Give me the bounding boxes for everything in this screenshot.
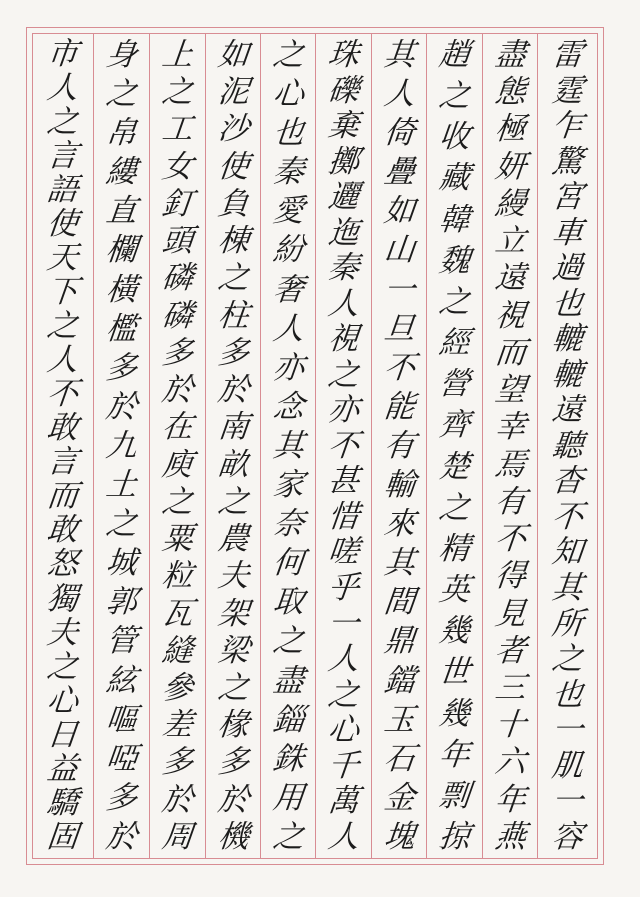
glyph: 下 xyxy=(45,274,79,311)
glyph: 之 xyxy=(326,356,360,393)
glyph: 之 xyxy=(45,104,79,141)
glyph: 轆 xyxy=(550,356,584,393)
glyph: 磷 xyxy=(160,297,194,334)
glyph: 人 xyxy=(45,70,79,107)
glyph: 之 xyxy=(216,260,250,297)
glyph: 紛 xyxy=(271,232,305,269)
glyph: 十 xyxy=(493,707,527,744)
glyph: 營 xyxy=(437,366,471,403)
glyph: 世 xyxy=(437,654,471,691)
glyph: 一 xyxy=(550,783,584,820)
glyph: 六 xyxy=(493,744,527,781)
glyph: 之 xyxy=(271,623,305,660)
glyph: 身 xyxy=(104,37,138,73)
glyph: 參 xyxy=(160,669,194,706)
glyph: 天 xyxy=(45,240,79,277)
glyph: 石 xyxy=(382,740,416,777)
glyph: 焉 xyxy=(493,446,527,483)
glyph: 之 xyxy=(437,283,471,320)
glyph: 霆 xyxy=(550,72,584,109)
glyph: 間 xyxy=(382,584,416,621)
text-column xyxy=(545,38,589,854)
glyph: 多 xyxy=(160,334,194,371)
glyph: 千 xyxy=(326,747,360,784)
glyph: 金 xyxy=(382,779,416,816)
glyph: 人 xyxy=(45,342,79,379)
glyph: 驕 xyxy=(45,784,79,821)
glyph: 其 xyxy=(550,569,584,606)
glyph: 之 xyxy=(550,641,584,678)
glyph: 惜 xyxy=(326,498,360,535)
glyph: 負 xyxy=(216,185,250,222)
glyph: 也 xyxy=(550,285,584,322)
glyph: 遠 xyxy=(550,392,584,429)
column-divider xyxy=(482,33,483,859)
glyph: 掠 xyxy=(437,818,471,855)
glyph: 藏 xyxy=(437,160,471,197)
glyph: 韓 xyxy=(437,201,471,238)
glyph: 言 xyxy=(45,444,79,481)
glyph: 架 xyxy=(216,595,250,632)
glyph: 人 xyxy=(326,641,360,678)
glyph: 之 xyxy=(104,76,138,113)
glyph: 幾 xyxy=(437,695,471,732)
glyph: 秦 xyxy=(271,154,305,191)
column-divider xyxy=(537,33,538,859)
glyph: 年 xyxy=(437,736,471,773)
glyph: 於 xyxy=(216,781,250,818)
glyph: 萬 xyxy=(326,783,360,820)
text-column xyxy=(40,38,84,854)
glyph: 不 xyxy=(326,427,360,464)
glyph: 心 xyxy=(326,712,360,749)
glyph: 其 xyxy=(382,37,416,73)
glyph: 人 xyxy=(326,285,360,322)
glyph: 其 xyxy=(271,427,305,464)
glyph: 啞 xyxy=(104,740,138,777)
glyph: 多 xyxy=(216,334,250,371)
glyph: 上 xyxy=(160,37,194,73)
glyph: 於 xyxy=(216,372,250,409)
glyph: 見 xyxy=(493,595,527,632)
text-column xyxy=(99,38,143,854)
glyph: 絃 xyxy=(104,662,138,699)
glyph: 取 xyxy=(271,584,305,621)
text-column xyxy=(377,38,421,854)
glyph: 城 xyxy=(104,545,138,582)
glyph: 楚 xyxy=(437,448,471,485)
glyph: 敢 xyxy=(45,512,79,549)
glyph: 益 xyxy=(45,750,79,787)
glyph: 之 xyxy=(437,78,471,115)
glyph: 容 xyxy=(550,818,584,855)
glyph: 驚 xyxy=(550,143,584,180)
glyph: 有 xyxy=(382,427,416,464)
glyph: 橫 xyxy=(104,271,138,308)
glyph: 使 xyxy=(216,148,250,185)
glyph: 迤 xyxy=(326,214,360,251)
glyph: 多 xyxy=(104,779,138,816)
glyph: 柱 xyxy=(216,297,250,334)
glyph: 棟 xyxy=(216,223,250,260)
glyph: 泥 xyxy=(216,74,250,111)
text-column xyxy=(211,38,255,854)
glyph: 九 xyxy=(104,427,138,464)
glyph: 礫 xyxy=(326,72,360,109)
column-divider xyxy=(315,33,316,859)
glyph: 妍 xyxy=(493,148,527,185)
glyph: 之 xyxy=(45,648,79,685)
glyph: 嘔 xyxy=(104,701,138,738)
column-divider xyxy=(149,33,150,859)
glyph: 固 xyxy=(45,818,79,855)
glyph: 銖 xyxy=(271,740,305,777)
glyph: 檻 xyxy=(104,310,138,347)
glyph: 家 xyxy=(271,467,305,504)
glyph: 愛 xyxy=(271,193,305,230)
glyph: 珠 xyxy=(326,37,360,73)
glyph: 幾 xyxy=(437,613,471,650)
glyph: 郭 xyxy=(104,584,138,621)
glyph: 庾 xyxy=(160,446,194,483)
glyph: 經 xyxy=(437,325,471,362)
glyph: 多 xyxy=(104,349,138,386)
glyph: 者 xyxy=(493,632,527,669)
glyph: 何 xyxy=(271,545,305,582)
glyph: 山 xyxy=(382,232,416,269)
glyph: 於 xyxy=(104,818,138,855)
glyph: 過 xyxy=(550,250,584,287)
glyph: 椽 xyxy=(216,707,250,744)
glyph: 心 xyxy=(271,76,305,113)
glyph: 擲 xyxy=(326,143,360,180)
glyph: 粒 xyxy=(160,558,194,595)
glyph: 不 xyxy=(45,376,79,413)
glyph: 周 xyxy=(160,818,194,855)
glyph: 乎 xyxy=(326,569,360,606)
glyph: 瓦 xyxy=(160,595,194,632)
text-column xyxy=(432,38,476,854)
glyph: 亦 xyxy=(326,392,360,429)
glyph: 於 xyxy=(104,388,138,425)
glyph: 人 xyxy=(326,818,360,855)
glyph: 南 xyxy=(216,409,250,446)
text-column xyxy=(321,38,365,854)
glyph: 之 xyxy=(271,818,305,855)
glyph: 言 xyxy=(45,138,79,175)
glyph: 杳 xyxy=(550,463,584,500)
glyph: 念 xyxy=(271,388,305,425)
glyph: 肌 xyxy=(550,747,584,784)
glyph: 直 xyxy=(104,193,138,230)
glyph: 縷 xyxy=(104,154,138,191)
glyph: 雷 xyxy=(550,37,584,73)
glyph: 農 xyxy=(216,521,250,558)
glyph: 望 xyxy=(493,372,527,409)
glyph: 盡 xyxy=(493,37,527,73)
glyph: 玉 xyxy=(382,701,416,738)
glyph: 語 xyxy=(45,172,79,209)
glyph: 剽 xyxy=(437,777,471,814)
glyph: 三 xyxy=(493,669,527,706)
glyph: 怒 xyxy=(45,546,79,583)
glyph: 倚 xyxy=(382,115,416,152)
glyph: 女 xyxy=(160,148,194,185)
glyph: 視 xyxy=(326,321,360,358)
glyph: 釘 xyxy=(160,185,194,222)
glyph: 在 xyxy=(160,409,194,446)
glyph: 燕 xyxy=(493,818,527,855)
glyph: 不 xyxy=(382,349,416,386)
glyph: 畝 xyxy=(216,446,250,483)
glyph: 之 xyxy=(104,506,138,543)
glyph: 知 xyxy=(550,534,584,571)
glyph: 土 xyxy=(104,467,138,504)
column-divider xyxy=(371,33,372,859)
glyph: 縵 xyxy=(493,185,527,222)
glyph: 之 xyxy=(160,483,194,520)
glyph: 錙 xyxy=(271,701,305,738)
glyph: 也 xyxy=(550,676,584,713)
glyph: 奈 xyxy=(271,506,305,543)
glyph: 日 xyxy=(45,716,79,753)
glyph: 不 xyxy=(493,521,527,558)
glyph: 盡 xyxy=(271,662,305,699)
glyph: 之 xyxy=(45,308,79,345)
glyph: 英 xyxy=(437,572,471,609)
glyph: 之 xyxy=(216,483,250,520)
glyph: 趙 xyxy=(437,37,471,73)
glyph: 於 xyxy=(160,372,194,409)
glyph: 也 xyxy=(271,115,305,152)
glyph: 工 xyxy=(160,111,194,148)
glyph: 敢 xyxy=(45,410,79,447)
glyph: 夫 xyxy=(45,614,79,651)
glyph: 之 xyxy=(437,489,471,526)
glyph: 遠 xyxy=(493,260,527,297)
glyph: 幸 xyxy=(493,409,527,446)
glyph: 之 xyxy=(326,676,360,713)
glyph: 之 xyxy=(216,669,250,706)
glyph: 車 xyxy=(550,214,584,251)
glyph: 之 xyxy=(271,37,305,73)
glyph: 塊 xyxy=(382,818,416,855)
column-divider xyxy=(205,33,206,859)
glyph: 能 xyxy=(382,388,416,425)
glyph: 多 xyxy=(216,744,250,781)
column-divider xyxy=(260,33,261,859)
glyph: 秦 xyxy=(326,250,360,287)
glyph: 管 xyxy=(104,623,138,660)
glyph: 有 xyxy=(493,483,527,520)
glyph: 市 xyxy=(45,36,79,72)
column-divider xyxy=(426,33,427,859)
glyph: 聽 xyxy=(550,427,584,464)
glyph: 粟 xyxy=(160,521,194,558)
glyph: 沙 xyxy=(216,111,250,148)
glyph: 嗟 xyxy=(326,534,360,571)
glyph: 用 xyxy=(271,779,305,816)
glyph: 旦 xyxy=(382,310,416,347)
glyph: 之 xyxy=(160,74,194,111)
glyph: 甚 xyxy=(326,463,360,500)
glyph: 一 xyxy=(550,712,584,749)
text-column xyxy=(266,38,310,854)
glyph: 頭 xyxy=(160,223,194,260)
glyph: 機 xyxy=(216,818,250,855)
glyph: 鼎 xyxy=(382,623,416,660)
glyph: 使 xyxy=(45,206,79,243)
text-column xyxy=(155,38,199,854)
glyph: 一 xyxy=(326,605,360,642)
glyph: 極 xyxy=(493,111,527,148)
glyph: 疊 xyxy=(382,154,416,191)
glyph: 心 xyxy=(45,682,79,719)
glyph: 如 xyxy=(382,193,416,230)
glyph: 欄 xyxy=(104,232,138,269)
glyph: 得 xyxy=(493,558,527,595)
glyph: 人 xyxy=(382,76,416,113)
glyph: 夫 xyxy=(216,558,250,595)
glyph: 梁 xyxy=(216,632,250,669)
glyph: 立 xyxy=(493,223,527,260)
text-column xyxy=(488,38,532,854)
glyph: 帛 xyxy=(104,115,138,152)
glyph: 棄 xyxy=(326,108,360,145)
glyph: 人 xyxy=(271,310,305,347)
glyph: 不 xyxy=(550,498,584,535)
glyph: 於 xyxy=(160,781,194,818)
glyph: 奢 xyxy=(271,271,305,308)
glyph: 視 xyxy=(493,297,527,334)
glyph: 如 xyxy=(216,37,250,73)
glyph: 多 xyxy=(160,744,194,781)
glyph: 其 xyxy=(382,545,416,582)
glyph: 精 xyxy=(437,530,471,567)
glyph: 而 xyxy=(45,478,79,515)
glyph: 磷 xyxy=(160,260,194,297)
glyph: 收 xyxy=(437,119,471,156)
glyph: 轆 xyxy=(550,321,584,358)
glyph: 所 xyxy=(550,605,584,642)
glyph: 齊 xyxy=(437,407,471,444)
glyph: 宮 xyxy=(550,179,584,216)
glyph: 魏 xyxy=(437,242,471,279)
column-divider xyxy=(93,33,94,859)
glyph: 年 xyxy=(493,781,527,818)
glyph: 獨 xyxy=(45,580,79,617)
glyph: 邐 xyxy=(326,179,360,216)
glyph: 乍 xyxy=(550,108,584,145)
glyph: 態 xyxy=(493,74,527,111)
glyph: 鐺 xyxy=(382,662,416,699)
glyph: 來 xyxy=(382,506,416,543)
glyph: 差 xyxy=(160,707,194,744)
glyph: 輸 xyxy=(382,467,416,504)
glyph: 亦 xyxy=(271,349,305,386)
glyph: 一 xyxy=(382,271,416,308)
glyph: 縫 xyxy=(160,632,194,669)
glyph: 而 xyxy=(493,334,527,371)
